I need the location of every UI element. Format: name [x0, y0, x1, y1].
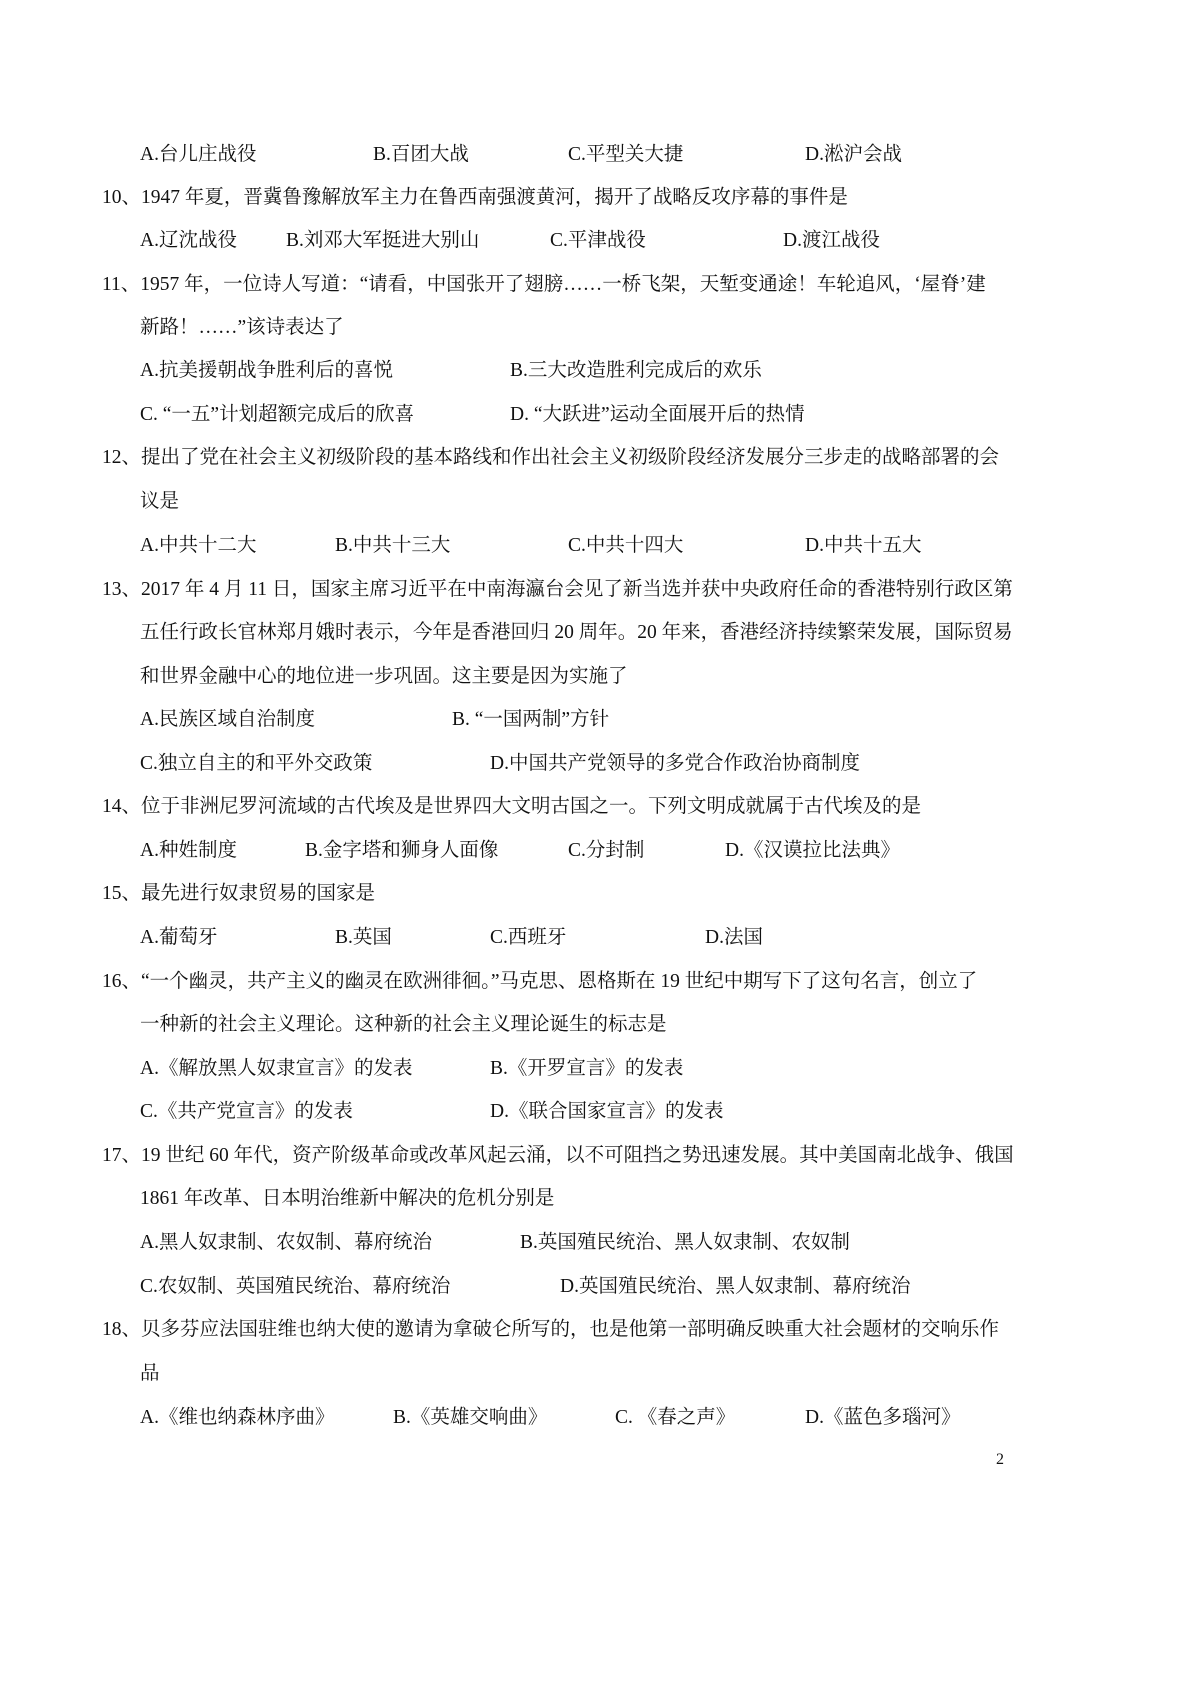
- question-13-stem-line-1: 13、2017 年 4 月 11 日，国家主席习近平在中南海瀛台会见了新当选并获中央政府任命的香港特别行政区第: [102, 579, 1013, 600]
- question-15-stem-line-1: 15、最先进行奴隶贸易的国家是: [102, 883, 376, 904]
- question-16-option-a: A.《解放黑人奴隶宣言》的发表: [140, 1058, 413, 1079]
- question-16-option-b: B.《开罗宣言》的发表: [490, 1058, 684, 1079]
- question-12-stem-line-1: 12、提出了党在社会主义初级阶段的基本路线和作出社会主义初级阶段经济发展分三步走的战略部署的会: [102, 447, 1000, 468]
- question-12-option-b: B.中共十三大: [335, 535, 451, 556]
- question-18-option-a: A.《维也纳森林序曲》: [140, 1407, 335, 1428]
- question-10-option-d: D.渡江战役: [783, 230, 880, 251]
- question-13-option-b: B. “一国两制”方针: [452, 709, 610, 730]
- question-14-option-c: C.分封制: [568, 840, 645, 861]
- question-13-stem-line-3: 和世界金融中心的地位进一步巩固。这主要是因为实施了: [140, 666, 628, 687]
- question-14-option-d: D.《汉谟拉比法典》: [725, 840, 900, 861]
- question-10-stem-line-1: 10、1947 年夏，晋冀鲁豫解放军主力在鲁西南强渡黄河，揭开了战略反攻序幕的事件是: [102, 187, 848, 208]
- question-14-option-a: A.种姓制度: [140, 840, 237, 861]
- question-13-option-c: C.独立自主的和平外交政策: [140, 753, 373, 774]
- question-14-option-b: B.金字塔和狮身人面像: [305, 840, 499, 861]
- question-12-option-c: C.中共十四大: [568, 535, 684, 556]
- page-number: 2: [996, 1451, 1004, 1468]
- question-11-option-b: B.三大改造胜利完成后的欢乐: [510, 360, 762, 381]
- question-17-option-b: B.英国殖民统治、黑人奴隶制、农奴制: [520, 1232, 850, 1253]
- question-9-option-d: D.淞沪会战: [805, 144, 902, 165]
- question-12-option-a: A.中共十二大: [140, 535, 257, 556]
- question-12-stem-line-2: 议是: [140, 491, 180, 512]
- question-18-option-c: C. 《春之声》: [615, 1407, 736, 1428]
- question-9-option-b: B.百团大战: [373, 144, 469, 165]
- question-18-option-b: B.《英雄交响曲》: [393, 1407, 548, 1428]
- question-18-option-d: D.《蓝色多瑙河》: [805, 1407, 961, 1428]
- question-18-stem-line-2: 品: [140, 1363, 160, 1384]
- question-14-stem-line-1: 14、位于非洲尼罗河流域的古代埃及是世界四大文明古国之一。下列文明成就属于古代埃及的是: [102, 796, 922, 817]
- question-15-option-d: D.法国: [705, 927, 763, 948]
- question-15-option-c: C.西班牙: [490, 927, 567, 948]
- question-11-option-d: D. “大跃进”运动全面展开后的热情: [510, 404, 805, 425]
- question-10-option-c: C.平津战役: [550, 230, 646, 251]
- question-17-stem-line-2: 1861 年改革、日本明治维新中解决的危机分别是: [140, 1188, 555, 1209]
- question-15-option-a: A.葡萄牙: [140, 927, 218, 948]
- question-17-stem-line-1: 17、19 世纪 60 年代，资产阶级革命或改革风起云涌，以不可阻挡之势迅速发展。其中美国南北战争、俄国: [102, 1145, 1014, 1166]
- question-10-option-b: B.刘邓大军挺进大别山: [286, 230, 480, 251]
- question-12-option-d: D.中共十五大: [805, 535, 922, 556]
- question-9-option-a: A.台儿庄战役: [140, 144, 257, 165]
- question-17-option-d: D.英国殖民统治、黑人奴隶制、幕府统治: [560, 1276, 911, 1297]
- question-18-stem-line-1: 18、贝多芬应法国驻维也纳大使的邀请为拿破仑所写的，也是他第一部明确反映重大社会题材的交响乐作: [102, 1319, 1000, 1340]
- question-11-stem-line-2: 新路！……”该诗表达了: [140, 317, 344, 338]
- question-16-option-c: C.《共产党宣言》的发表: [140, 1101, 353, 1122]
- question-16-stem-line-2: 一种新的社会主义理论。这种新的社会主义理论诞生的标志是: [140, 1014, 667, 1035]
- question-17-option-c: C.农奴制、英国殖民统治、幕府统治: [140, 1276, 451, 1297]
- question-13-stem-line-2: 五任行政长官林郑月娥时表示，今年是香港回归 20 周年。20 年来，香港经济持续繁荣发展，国际贸易: [140, 622, 1013, 643]
- question-11-stem-line-1: 11、1957 年，一位诗人写道：“请看，中国张开了翅膀……一桥飞架，天堑变通途！车轮追风，‘屋脊’建: [102, 274, 986, 295]
- question-13-option-d: D.中国共产党领导的多党合作政治协商制度: [490, 753, 860, 774]
- question-11-option-c: C. “一五”计划超额完成后的欣喜: [140, 404, 415, 425]
- question-15-option-b: B.英国: [335, 927, 392, 948]
- question-13-option-a: A.民族区域自治制度: [140, 709, 315, 730]
- question-17-option-a: A.黑人奴隶制、农奴制、幕府统治: [140, 1232, 432, 1253]
- question-16-stem-line-1: 16、“一个幽灵，共产主义的幽灵在欧洲徘徊。”马克思、恩格斯在 19 世纪中期写下了这句名言，创立了: [102, 971, 978, 992]
- question-16-option-d: D.《联合国家宣言》的发表: [490, 1101, 724, 1122]
- question-11-option-a: A.抗美援朝战争胜利后的喜悦: [140, 360, 393, 381]
- question-9-option-c: C.平型关大捷: [568, 144, 684, 165]
- question-10-option-a: A.辽沈战役: [140, 230, 237, 251]
